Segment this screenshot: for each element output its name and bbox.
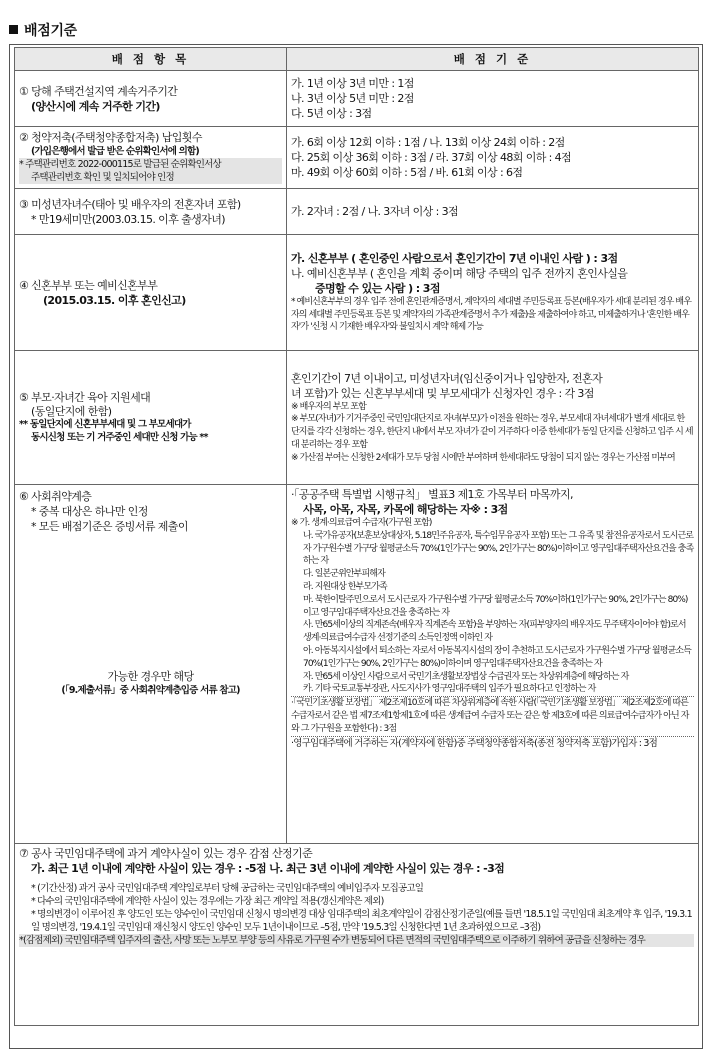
row-vulnerable-a-2: 사목, 아목, 자목, 카목에 해당하는 자※ : 3점 <box>303 503 508 516</box>
row-vulnerable-a-1: ·「공공주택 특별법 시행규칙」 별표3 제1호 가목부터 마목까지, <box>291 488 573 501</box>
row-children-crit: 가. 2자녀 : 2점 / 나. 3자녀 이상 : 3점 <box>291 205 459 218</box>
row-residence <box>15 71 699 127</box>
row-parenting-note-b: ※ 부모(자녀)가 기거주중인 국민임대단지로 자녀(부모)가 이전을 원하는 경우, 부모세대 자녀세대가 별개 세대로 한 단지를 각각 신청하는 경우, 한단지 내에서 부모 자녀가 같이 거주하다 이중 한세대가 동일 단지를 신청하고 입주 시 세대 분리하는 경우 포함 <box>291 414 693 450</box>
row-residence-item <box>15 71 287 127</box>
row-parenting-crit-1: 혼인기간이 7년 이내이고, 미성년자녀(임신중이거나 입양한자, 전혼자 <box>291 371 603 385</box>
row-parenting-sub: (동일단지에 한함) <box>31 404 112 418</box>
row-deduction-note-4: *(감점제외) 국민임대주택 입주자의 출산, 사망 또는 노부모 부양 등의 사유로 가구원 수가 변동되어 다른 면적의 국민임대주택으로 이주하기 위하여 공급을 신청하는 경우 <box>19 934 694 947</box>
row-vulnerable-list-5: 마. 북한이탈주민으로서 도시근로자 가구원수별 가구당 월평균소득 70%이하(1인가구는 90%, 2인가구는 80%)이고 영구임대주택자산요건을 충족하는 자 <box>303 594 688 618</box>
row-vulnerable-note-1: * 중복 대상은 하나만 인정 <box>31 505 148 518</box>
row-parenting-note-a: ※ 배우자의 부모 포함 <box>291 401 366 412</box>
row-residence-sub: (양산시에 계속 거주한 기간) <box>31 99 160 113</box>
section-title-text: 배점기준 <box>24 23 77 39</box>
row-residence-crit-3: 다. 5년 이상 : 3점 <box>291 107 372 120</box>
row-newlywed-note: * 예비신혼부부의 경우 입주 전에 혼인관계증명서, 계약자의 세대별 주민등록표 등본(배우자가 세대 분리된 경우 배우자의 세대별 주민등록표 등본 및 계약자의 가족관계증명서 추가 제출)을 제출하여야 하고, 미제출하거나 '혼인한 배우자'가 '신청 시 기재한 배우자'와 불일치시 계약 해제 가능 <box>291 296 691 333</box>
row-vulnerable-note-2: * 모든 배점기준은 증빙서류 제출이 <box>31 520 188 533</box>
row-residence-crit-2: 나. 3년 이상 5년 미만 : 2점 <box>291 92 414 105</box>
row-savings-crit-2: 다. 25회 이상 36회 이하 : 3점 / 라. 37회 이상 48회 이하 : 4점 <box>291 151 572 164</box>
row-deduction-note-1: * (기간산정) 과거 공사 국민임대주택 계약일로부터 당해 공급하는 국민임대주택의 예비입주자 모집공고일 <box>31 883 424 894</box>
row-vulnerable-criteria <box>287 485 699 844</box>
square-bullet-icon <box>9 25 18 34</box>
row-savings-crit-1: 가. 6회 이상 12회 이하 : 1점 / 나. 13회 이상 24회 이하 : 2점 <box>291 136 565 149</box>
row-residence-label: ① 당해 주택건설지역 계속거주기간 <box>19 84 178 98</box>
row-vulnerable-label: ⑥ 사회취약계층 <box>19 490 92 503</box>
row-vulnerable-c: ·영구임대주택에 거주하는 자(계약자에 한함)중 주택청약종합저축(종전 청약저축 포함)가입자 : 3점 <box>291 736 694 750</box>
row-children-label: ③ 미성년자녀수(태아 및 배우자의 전혼자녀 포함) <box>19 197 241 211</box>
row-children-sub: * 만19세미만(2003.03.15. 이후 출생자녀) <box>31 212 225 226</box>
row-deduction-note-2: * 다수의 국민임대주택에 계약한 사실이 있는 경우에는 가장 최근 계약일 적용(갱신계약은 제외) <box>31 896 384 907</box>
row-parenting-label: ⑤ 부모·자녀간 육아 지원세대 <box>19 391 151 404</box>
row-savings-sub: (가입은행에서 발급 받은 순위확인서에 의함) <box>31 145 199 157</box>
row-deduction-head: ⑦ 공사 국민임대주택에 과거 계약사실이 있는 경우 감점 산정기준 <box>19 847 313 860</box>
row-residence-criteria <box>287 71 699 127</box>
row-savings-note-2: 주택관리번호 확인 및 일치되어야 인정 <box>19 171 282 184</box>
row-savings-label: ② 청약저축(주택청약종합저축) 납입횟수 <box>19 131 202 145</box>
header-criteria: 배 점 기 준 <box>287 48 699 71</box>
row-deduction-cell <box>15 844 699 1026</box>
row-vulnerable-list-3: 다. 일본군위안부피해자 <box>303 569 385 580</box>
row-residence-crit-1: 가. 1년 이상 3년 미만 : 1점 <box>291 77 414 90</box>
row-vulnerable-note-4: (「9.제출서류」중 사회취약계층입증 서류 참고) <box>61 685 240 696</box>
row-vulnerable-b: ·「국민기초생활 보장법」 제2조제10호에 따른 차상위계층에 속한 사람(「국민기초생활 보장법」 제2조제2호에 따른 수급자로서 같은 법 제7조제1항제1호에 따른 생계급여 수급자 또는 같은 항 제3호에 따른 의료급여수급자가 아닌 자와 그 가구원을 포함한다) : 3점 <box>291 696 694 735</box>
row-vulnerable <box>15 485 699 844</box>
row-newlywed <box>15 235 699 351</box>
row-vulnerable-item <box>15 485 287 844</box>
header-item: 배 점 항 목 <box>15 48 287 71</box>
row-children-criteria <box>287 189 699 235</box>
row-savings <box>15 127 699 189</box>
score-table <box>14 47 699 1026</box>
row-vulnerable-list-7: 아. 아동복지시설에서 퇴소하는 자로서 아동복지시설의 장이 추천하고 도시근로자 가구원수별 가구당 월평균소득 70%(1인가구는 90%, 2인가구는 80%)이하이며 영구임대주택자산요건을 충족하는 자 <box>303 645 691 669</box>
row-parenting <box>15 351 699 485</box>
row-deduction <box>15 844 699 1026</box>
row-parenting-item <box>15 351 287 485</box>
row-parenting-note-c: ※ 가산점 부여는 신청한 2세대가 모두 당첨 시에만 부여하며 한세대라도 당첨이 되지 않는 경우는 가산점 미부여 <box>291 452 675 463</box>
row-deduction-note-3: * 명의변경이 이루어진 후 양도인 또는 양수인이 국민임대 신청시 명의변경 대상 임대주택의 최초계약일이 감점산정기준일(예를 들면 '18.5.1일 국민임대 최초계약 후 입주, '19.3.1일 명의변경, '19.4.1일 국민임대 재신청시 양도인 양수인 모두 1년이내이므로 –5점, 만약 '19.5.3일 신청한다면 1년 초과하였으므로 –3점) <box>31 909 692 933</box>
section-title <box>9 20 77 40</box>
row-savings-note-1: * 주택관리번호 2022-000115로 발급된 순위확인서상 <box>19 158 282 171</box>
row-vulnerable-list-6: 사. 만65세이상의 직계존속(배우자 직계존속 포함)을 부양하는 자(피부양자의 배우자도 무주택자이어야 함)로서 생계·의료급여수급자 선정기준의 소득인정액 이하인 자 <box>303 620 686 644</box>
row-savings-criteria <box>287 127 699 189</box>
row-newlywed-label: ④ 신혼부부 또는 예비신혼부부 <box>19 278 158 292</box>
row-vulnerable-note-3: 가능한 경우만 해당 <box>107 670 194 683</box>
row-savings-crit-3: 마. 49회 이상 60회 이하 : 5점 / 바. 61회 이상 : 6점 <box>291 166 523 179</box>
row-newlywed-sub: (2015.03.15. 이후 혼인신고) <box>43 293 186 307</box>
row-newlywed-crit-2b: 증명할 수 있는 사람 ) : 3점 <box>315 281 440 295</box>
row-deduction-points: 가. 최근 1년 이내에 계약한 사실이 있는 경우 : -5점 나. 최근 3년 이내에 계약한 사실이 있는 경우 : -3점 <box>31 862 505 875</box>
row-vulnerable-list-4: 라. 지원대상 한부모가족 <box>303 581 387 592</box>
row-savings-item <box>15 127 287 189</box>
row-children <box>15 189 699 235</box>
row-parenting-crit-2: 녀 포함)가 있는 신혼부부세대 및 부모세대가 신청자인 경우 : 각 3점 <box>291 386 594 400</box>
row-newlywed-crit-2a: 나. 예비신혼부부 ( 혼인을 계획 중이며 해당 주택의 입주 전까지 혼인사실을 <box>291 266 628 280</box>
row-newlywed-crit-1: 가. 신혼부부 ( 혼인중인 사람으로서 혼인기간이 7년 이내인 사람 ) : 3점 <box>291 251 618 265</box>
row-vulnerable-list-2: 나. 국가유공자(보훈보상대상자, 5.18민주유공자, 특수임무유공자 포함) 또는 그 유족 및 참전유공자로서 도시근로자 가구원수별 가구당 월평균소득 70%(1인가구는 90%, 2인가구는 80%)이하이고 영구임대주택자산요건을 충족하는 자 <box>303 530 694 567</box>
row-parenting-note-2: 동시신청 또는 기 거주중인 세대만 신청 가능 ** <box>31 432 208 443</box>
header-row <box>15 48 699 71</box>
row-children-item <box>15 189 287 235</box>
row-vulnerable-list-9: 카. 기타 국토교통부장관, 사도지사가 영구임대주택의 입주가 필요하다고 인정하는 자 <box>303 684 596 695</box>
row-parenting-criteria <box>287 351 699 485</box>
row-parenting-note-1: ** 동일단지에 신혼부부세대 및 그 부모세대가 <box>19 419 191 430</box>
row-newlywed-item <box>15 235 287 351</box>
row-newlywed-criteria <box>287 235 699 351</box>
row-vulnerable-list-8: 자. 만65세 이상인 사람으로서 국민기초생활보장법상 수급권자 또는 차상위계층에 해당하는 자 <box>303 671 629 682</box>
row-vulnerable-list-1: ※ 가. 생계·의료급여 수급자(가구원 포함) <box>291 518 432 528</box>
